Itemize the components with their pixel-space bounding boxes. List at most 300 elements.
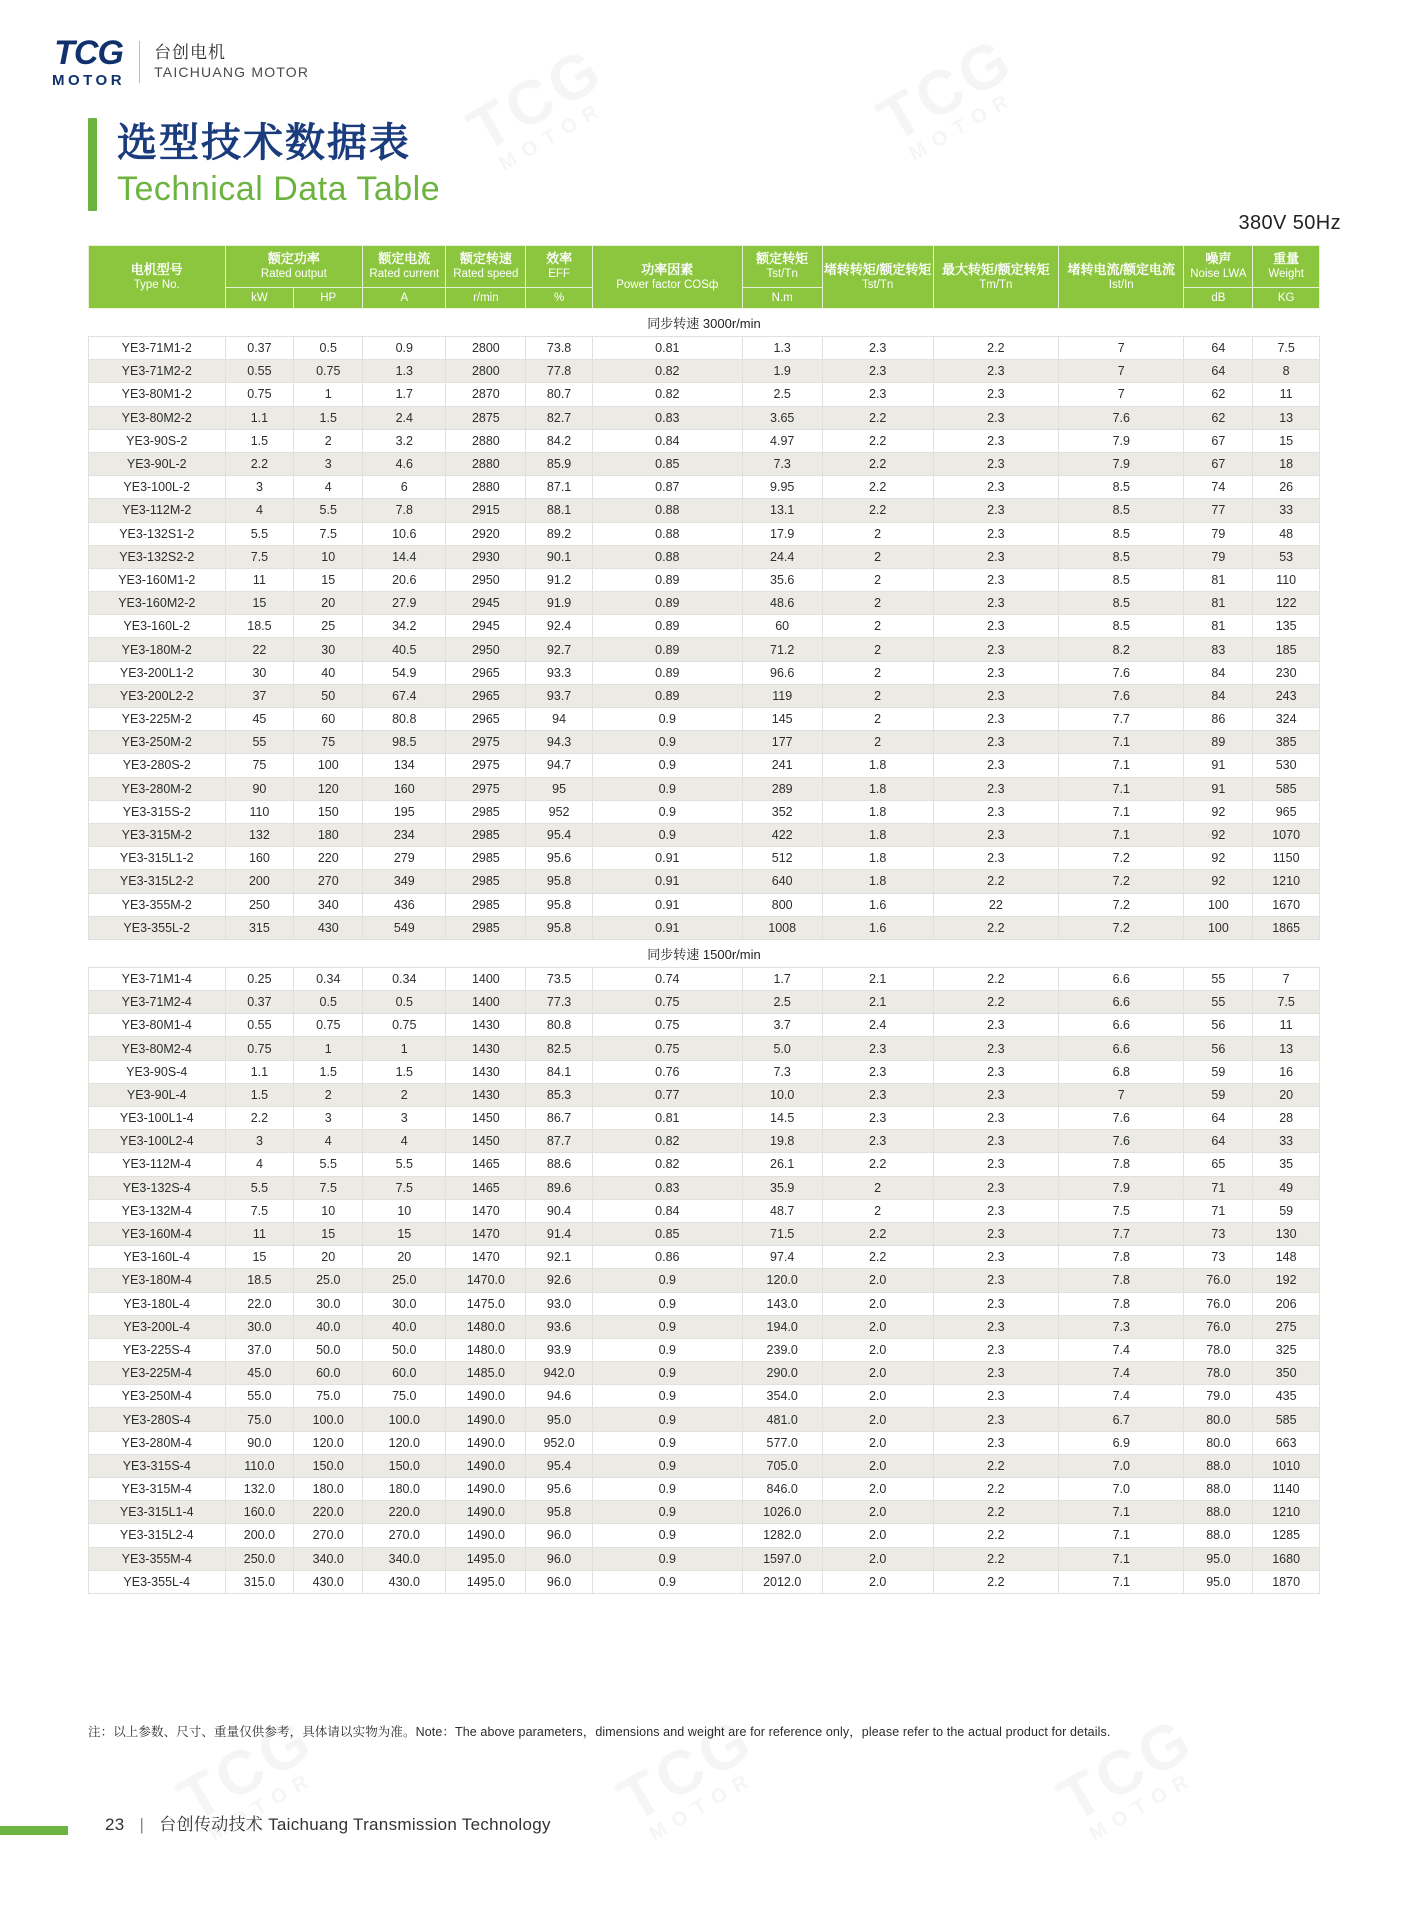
table-row: [89, 754, 1320, 777]
cell-value: 1870: [1253, 1570, 1320, 1593]
cell-value: 0.9: [592, 1454, 742, 1477]
cell-value: 132.0: [225, 1478, 294, 1501]
cell-value: 95.8: [526, 916, 593, 939]
cell-value: 350: [1253, 1362, 1320, 1385]
cell-value: 2.3: [933, 499, 1058, 522]
column-header-en: Power factor COSф: [616, 278, 719, 291]
watermark: [460, 39, 623, 178]
column-header-cn: 最大转矩/额定转矩: [942, 261, 1050, 277]
cell-value: 0.81: [592, 1107, 742, 1130]
page-title-en: Technical Data Table: [117, 170, 441, 208]
cell-value: 315: [225, 916, 294, 939]
cell-model: YE3-180M-2: [89, 638, 226, 661]
cell-model: YE3-132S-4: [89, 1176, 226, 1199]
cell-value: 340.0: [363, 1547, 446, 1570]
cell-value: 7.1: [1059, 823, 1184, 846]
cell-value: 4.6: [363, 452, 446, 475]
cell-value: 965: [1253, 800, 1320, 823]
cell-model: YE3-132S1-2: [89, 522, 226, 545]
cell-value: 1: [363, 1037, 446, 1060]
cell-value: 2.0: [822, 1385, 933, 1408]
cell-value: 120.0: [294, 1431, 363, 1454]
cell-value: 30: [294, 638, 363, 661]
cell-model: YE3-200L1-2: [89, 661, 226, 684]
column-header-10: [1184, 246, 1253, 288]
cell-value: 5.0: [742, 1037, 822, 1060]
cell-value: 1495.0: [446, 1570, 526, 1593]
cell-value: 0.89: [592, 592, 742, 615]
cell-value: 585: [1253, 777, 1320, 800]
cell-value: 98.5: [363, 731, 446, 754]
column-header-cn: 噪声: [1205, 251, 1232, 267]
cell-value: 11: [225, 1222, 294, 1245]
cell-value: 27.9: [363, 592, 446, 615]
cell-value: 8.5: [1059, 499, 1184, 522]
cell-value: 1.3: [742, 337, 822, 360]
table-row: [89, 870, 1320, 893]
cell-value: 150.0: [294, 1454, 363, 1477]
table-row: [89, 1292, 1320, 1315]
cell-value: 2.3: [822, 1083, 933, 1106]
cell-value: 60: [742, 615, 822, 638]
cell-value: 2.3: [822, 383, 933, 406]
cell-value: 1.8: [822, 754, 933, 777]
cell-value: 2.3: [933, 708, 1058, 731]
cell-value: 952: [526, 800, 593, 823]
cell-value: 2.3: [933, 1153, 1058, 1176]
cell-value: 2.2: [933, 1547, 1058, 1570]
cell-model: YE3-280M-4: [89, 1431, 226, 1454]
cell-value: 2.0: [822, 1570, 933, 1593]
cell-value: 2.3: [933, 1199, 1058, 1222]
cell-value: 2975: [446, 731, 526, 754]
cell-value: 2: [822, 592, 933, 615]
cell-value: 95.8: [526, 1501, 593, 1524]
cell-value: 62: [1184, 406, 1253, 429]
cell-value: 80.8: [526, 1014, 593, 1037]
cell-value: 80.0: [1184, 1431, 1253, 1454]
cell-value: 53: [1253, 545, 1320, 568]
cell-value: 134: [363, 754, 446, 777]
cell-model: YE3-160M1-2: [89, 568, 226, 591]
cell-value: 95: [526, 777, 593, 800]
cell-value: 64: [1184, 360, 1253, 383]
cell-value: 0.9: [592, 1269, 742, 1292]
column-header-cn: 额定功率: [267, 251, 320, 267]
cell-value: 0.75: [225, 383, 294, 406]
footer-accent-bar: [0, 1826, 68, 1835]
cell-value: 325: [1253, 1338, 1320, 1361]
cell-value: 59: [1253, 1199, 1320, 1222]
cell-value: 100: [1184, 916, 1253, 939]
cell-value: 1282.0: [742, 1524, 822, 1547]
cell-value: 7.3: [742, 1060, 822, 1083]
cell-value: 25.0: [363, 1269, 446, 1292]
cell-value: 5.5: [294, 1153, 363, 1176]
cell-value: 76.0: [1184, 1315, 1253, 1338]
cell-value: 0.5: [294, 337, 363, 360]
cell-value: 1.3: [363, 360, 446, 383]
cell-value: 180.0: [363, 1478, 446, 1501]
table-row: [89, 708, 1320, 731]
cell-value: 2: [294, 1083, 363, 1106]
cell-value: 110: [1253, 568, 1320, 591]
cell-value: 132: [225, 823, 294, 846]
cell-value: 0.9: [592, 1501, 742, 1524]
cell-value: 0.5: [363, 991, 446, 1014]
cell-value: 1.6: [822, 893, 933, 916]
cell-value: 7.6: [1059, 661, 1184, 684]
cell-model: YE3-71M2-4: [89, 991, 226, 1014]
cell-value: 148: [1253, 1246, 1320, 1269]
cell-value: 0.81: [592, 337, 742, 360]
column-header-en: Rated speed: [453, 268, 519, 281]
column-header-en: Rated current: [369, 268, 440, 281]
cell-value: 1490.0: [446, 1385, 526, 1408]
table-row: [89, 1408, 1320, 1431]
table-row: [89, 1246, 1320, 1269]
cell-value: 33: [1253, 499, 1320, 522]
cell-value: 2.3: [933, 1083, 1058, 1106]
cell-value: 2.3: [933, 1130, 1058, 1153]
cell-model: YE3-315L1-2: [89, 847, 226, 870]
cell-model: YE3-160L-2: [89, 615, 226, 638]
cell-value: 7.4: [1059, 1338, 1184, 1361]
cell-value: 100.0: [294, 1408, 363, 1431]
table-row: [89, 1153, 1320, 1176]
cell-value: 0.34: [363, 967, 446, 990]
column-header-11: [1253, 246, 1320, 288]
cell-value: 2.3: [933, 1292, 1058, 1315]
cell-value: 15: [294, 1222, 363, 1245]
cell-value: 220.0: [363, 1501, 446, 1524]
cell-value: 2.0: [822, 1478, 933, 1501]
cell-value: 5.5: [294, 499, 363, 522]
cell-value: 180.0: [294, 1478, 363, 1501]
cell-value: 77.3: [526, 991, 593, 1014]
cell-value: 2.3: [933, 452, 1058, 475]
cell-value: 35: [1253, 1153, 1320, 1176]
cell-value: 1490.0: [446, 1478, 526, 1501]
cell-value: 87.1: [526, 476, 593, 499]
cell-value: 2.3: [933, 1246, 1058, 1269]
cell-value: 2975: [446, 777, 526, 800]
cell-value: 1490.0: [446, 1408, 526, 1431]
cell-model: YE3-71M1-4: [89, 967, 226, 990]
table-row: [89, 800, 1320, 823]
cell-value: 2.1: [822, 967, 933, 990]
cell-value: 7.9: [1059, 1176, 1184, 1199]
cell-value: 1430: [446, 1083, 526, 1106]
cell-value: 2880: [446, 476, 526, 499]
cell-value: 577.0: [742, 1431, 822, 1454]
column-unit-2: A: [363, 288, 446, 309]
cell-value: 0.86: [592, 1246, 742, 1269]
footer: [105, 1810, 551, 1835]
cell-model: YE3-315S-4: [89, 1454, 226, 1477]
cell-value: 2975: [446, 754, 526, 777]
cell-value: 17.9: [742, 522, 822, 545]
cell-value: 2985: [446, 823, 526, 846]
cell-value: 76.0: [1184, 1269, 1253, 1292]
cell-value: 75.0: [363, 1385, 446, 1408]
cell-value: 2.2: [822, 429, 933, 452]
logo-mark: [52, 36, 125, 88]
cell-value: 10: [294, 545, 363, 568]
cell-value: 10.6: [363, 522, 446, 545]
cell-value: 2.3: [822, 1130, 933, 1153]
cell-value: 1490.0: [446, 1454, 526, 1477]
cell-value: 95.4: [526, 823, 593, 846]
cell-value: 0.88: [592, 522, 742, 545]
cell-value: 2: [822, 661, 933, 684]
title-accent-bar: [88, 118, 97, 211]
cell-value: 86.7: [526, 1107, 593, 1130]
cell-value: 89.6: [526, 1176, 593, 1199]
cell-value: 7.6: [1059, 1130, 1184, 1153]
cell-value: 78.0: [1184, 1362, 1253, 1385]
cell-value: 2920: [446, 522, 526, 545]
cell-value: 96.6: [742, 661, 822, 684]
cell-value: 160: [363, 777, 446, 800]
cell-value: 2.0: [822, 1501, 933, 1524]
cell-value: 324: [1253, 708, 1320, 731]
cell-value: 64: [1184, 337, 1253, 360]
cell-value: 26.1: [742, 1153, 822, 1176]
cell-value: 2.3: [933, 1431, 1058, 1454]
cell-value: 2.2: [933, 1501, 1058, 1524]
cell-value: 88.0: [1184, 1501, 1253, 1524]
cell-value: 110: [225, 800, 294, 823]
cell-value: 88.6: [526, 1153, 593, 1176]
table-row: [89, 916, 1320, 939]
cell-value: 48: [1253, 522, 1320, 545]
cell-value: 2985: [446, 870, 526, 893]
cell-value: 2.3: [933, 1315, 1058, 1338]
table-row: [89, 476, 1320, 499]
cell-value: 7.5: [294, 1176, 363, 1199]
cell-value: 942.0: [526, 1362, 593, 1385]
cell-value: 8.2: [1059, 638, 1184, 661]
table-body: [89, 309, 1320, 1594]
logo-secondary-text: MOTOR: [52, 72, 126, 89]
cell-value: 435: [1253, 1385, 1320, 1408]
cell-value: 1.7: [742, 967, 822, 990]
cell-value: 30.0: [294, 1292, 363, 1315]
cell-value: 0.91: [592, 916, 742, 939]
cell-value: 81: [1184, 592, 1253, 615]
cell-value: 0.37: [225, 991, 294, 1014]
column-header-cn: 额定转速: [459, 251, 512, 267]
cell-value: 80.7: [526, 383, 593, 406]
table-row: [89, 1176, 1320, 1199]
cell-value: 2.3: [822, 360, 933, 383]
cell-model: YE3-90L-2: [89, 452, 226, 475]
cell-value: 71.5: [742, 1222, 822, 1245]
column-header-9: [1059, 246, 1184, 309]
cell-value: 7.8: [363, 499, 446, 522]
cell-value: 0.9: [592, 1292, 742, 1315]
cell-value: 48.7: [742, 1199, 822, 1222]
cell-value: 76.0: [1184, 1292, 1253, 1315]
cell-value: 92.1: [526, 1246, 593, 1269]
cell-value: 2.3: [933, 777, 1058, 800]
cell-value: 7.6: [1059, 406, 1184, 429]
cell-value: 1010: [1253, 1454, 1320, 1477]
cell-value: 2985: [446, 800, 526, 823]
cell-value: 220: [294, 847, 363, 870]
cell-value: 40.5: [363, 638, 446, 661]
cell-value: 5.5: [363, 1153, 446, 1176]
cell-value: 2.2: [822, 406, 933, 429]
cell-value: 91.9: [526, 592, 593, 615]
table-row: [89, 1060, 1320, 1083]
cell-value: 1070: [1253, 823, 1320, 846]
cell-value: 94: [526, 708, 593, 731]
table-row: [89, 452, 1320, 475]
cell-value: 2.2: [225, 452, 294, 475]
cell-value: 0.75: [294, 1014, 363, 1037]
cell-value: 7.1: [1059, 800, 1184, 823]
cell-value: 1490.0: [446, 1524, 526, 1547]
cell-value: 2.3: [933, 754, 1058, 777]
cell-value: 1465: [446, 1153, 526, 1176]
table-row: [89, 1431, 1320, 1454]
cell-value: 92: [1184, 800, 1253, 823]
cell-value: 0.83: [592, 1176, 742, 1199]
cell-value: 2.3: [933, 360, 1058, 383]
cell-value: 2.3: [822, 337, 933, 360]
cell-value: 20.6: [363, 568, 446, 591]
cell-value: 1026.0: [742, 1501, 822, 1524]
cell-value: 95.0: [1184, 1570, 1253, 1593]
cell-value: 1465: [446, 1176, 526, 1199]
cell-value: 2950: [446, 638, 526, 661]
cell-value: 7.2: [1059, 893, 1184, 916]
cell-value: 2.0: [822, 1454, 933, 1477]
cell-value: 33: [1253, 1130, 1320, 1153]
cell-value: 73: [1184, 1222, 1253, 1245]
cell-value: 6.6: [1059, 1037, 1184, 1060]
cell-value: 2: [822, 1176, 933, 1199]
cell-value: 91: [1184, 754, 1253, 777]
cell-value: 1400: [446, 967, 526, 990]
cell-value: 2.3: [933, 1269, 1058, 1292]
cell-value: 60.0: [294, 1362, 363, 1385]
cell-value: 25: [294, 615, 363, 638]
cell-value: 177: [742, 731, 822, 754]
cell-value: 2.3: [933, 592, 1058, 615]
cell-value: 2.3: [933, 383, 1058, 406]
cell-value: 30: [225, 661, 294, 684]
cell-value: 49: [1253, 1176, 1320, 1199]
cell-value: 2.4: [822, 1014, 933, 1037]
cell-value: 73.5: [526, 967, 593, 990]
table-row: [89, 638, 1320, 661]
cell-value: 0.89: [592, 638, 742, 661]
cell-value: 2.3: [933, 476, 1058, 499]
cell-value: 30.0: [225, 1315, 294, 1338]
cell-value: 230: [1253, 661, 1320, 684]
cell-value: 2945: [446, 592, 526, 615]
cell-value: 37.0: [225, 1338, 294, 1361]
cell-value: 2.2: [933, 916, 1058, 939]
cell-value: 0.9: [363, 337, 446, 360]
cell-value: 250: [225, 893, 294, 916]
technical-data-table-wrap: [88, 245, 1320, 1594]
cell-model: YE3-160M2-2: [89, 592, 226, 615]
cell-value: 2800: [446, 360, 526, 383]
cell-value: 95.4: [526, 1454, 593, 1477]
cell-value: 48.6: [742, 592, 822, 615]
cell-value: 6.7: [1059, 1408, 1184, 1431]
cell-value: 77.8: [526, 360, 593, 383]
column-header-en: Tm/Tn: [979, 278, 1013, 291]
cell-value: 8.5: [1059, 545, 1184, 568]
cell-model: YE3-100L-2: [89, 476, 226, 499]
column-unit-10: dB: [1184, 288, 1253, 309]
cell-value: 88.0: [1184, 1478, 1253, 1501]
cell-value: 1.7: [363, 383, 446, 406]
cell-value: 2.0: [822, 1408, 933, 1431]
cell-value: 2.2: [822, 1153, 933, 1176]
cell-value: 0.25: [225, 967, 294, 990]
cell-value: 110.0: [225, 1454, 294, 1477]
cell-value: 0.75: [294, 360, 363, 383]
cell-value: 19.8: [742, 1130, 822, 1153]
cell-value: 7.4: [1059, 1385, 1184, 1408]
cell-value: 2.3: [933, 1107, 1058, 1130]
cell-model: YE3-355M-2: [89, 893, 226, 916]
cell-value: 25.0: [294, 1269, 363, 1292]
table-row: [89, 1501, 1320, 1524]
cell-model: YE3-355L-4: [89, 1570, 226, 1593]
cell-value: 92: [1184, 847, 1253, 870]
cell-value: 96.0: [526, 1524, 593, 1547]
table-row: [89, 777, 1320, 800]
cell-value: 7: [1059, 360, 1184, 383]
voltage-spec: 380V 50Hz: [1238, 212, 1341, 234]
cell-value: 0.75: [225, 1037, 294, 1060]
cell-value: 2.2: [822, 499, 933, 522]
cell-value: 234: [363, 823, 446, 846]
cell-value: 26: [1253, 476, 1320, 499]
cell-value: 135: [1253, 615, 1320, 638]
cell-value: 0.9: [592, 1478, 742, 1501]
cell-value: 7.5: [1253, 991, 1320, 1014]
cell-value: 1.8: [822, 847, 933, 870]
cell-value: 0.91: [592, 893, 742, 916]
cell-value: 6.6: [1059, 991, 1184, 1014]
cell-value: 0.75: [592, 1037, 742, 1060]
cell-value: 11: [1253, 383, 1320, 406]
logo-divider: [139, 41, 140, 83]
cell-value: 6: [363, 476, 446, 499]
table-row: [89, 360, 1320, 383]
cell-value: 7.8: [1059, 1246, 1184, 1269]
watermark: [870, 29, 1033, 168]
cell-value: 5.5: [225, 522, 294, 545]
cell-value: 95.0: [526, 1408, 593, 1431]
cell-value: 84: [1184, 661, 1253, 684]
cell-value: 2915: [446, 499, 526, 522]
cell-value: 6.6: [1059, 967, 1184, 990]
table-row: [89, 1083, 1320, 1106]
cell-value: 1470.0: [446, 1269, 526, 1292]
table-row: [89, 967, 1320, 990]
cell-value: 1495.0: [446, 1547, 526, 1570]
cell-value: 220.0: [294, 1501, 363, 1524]
